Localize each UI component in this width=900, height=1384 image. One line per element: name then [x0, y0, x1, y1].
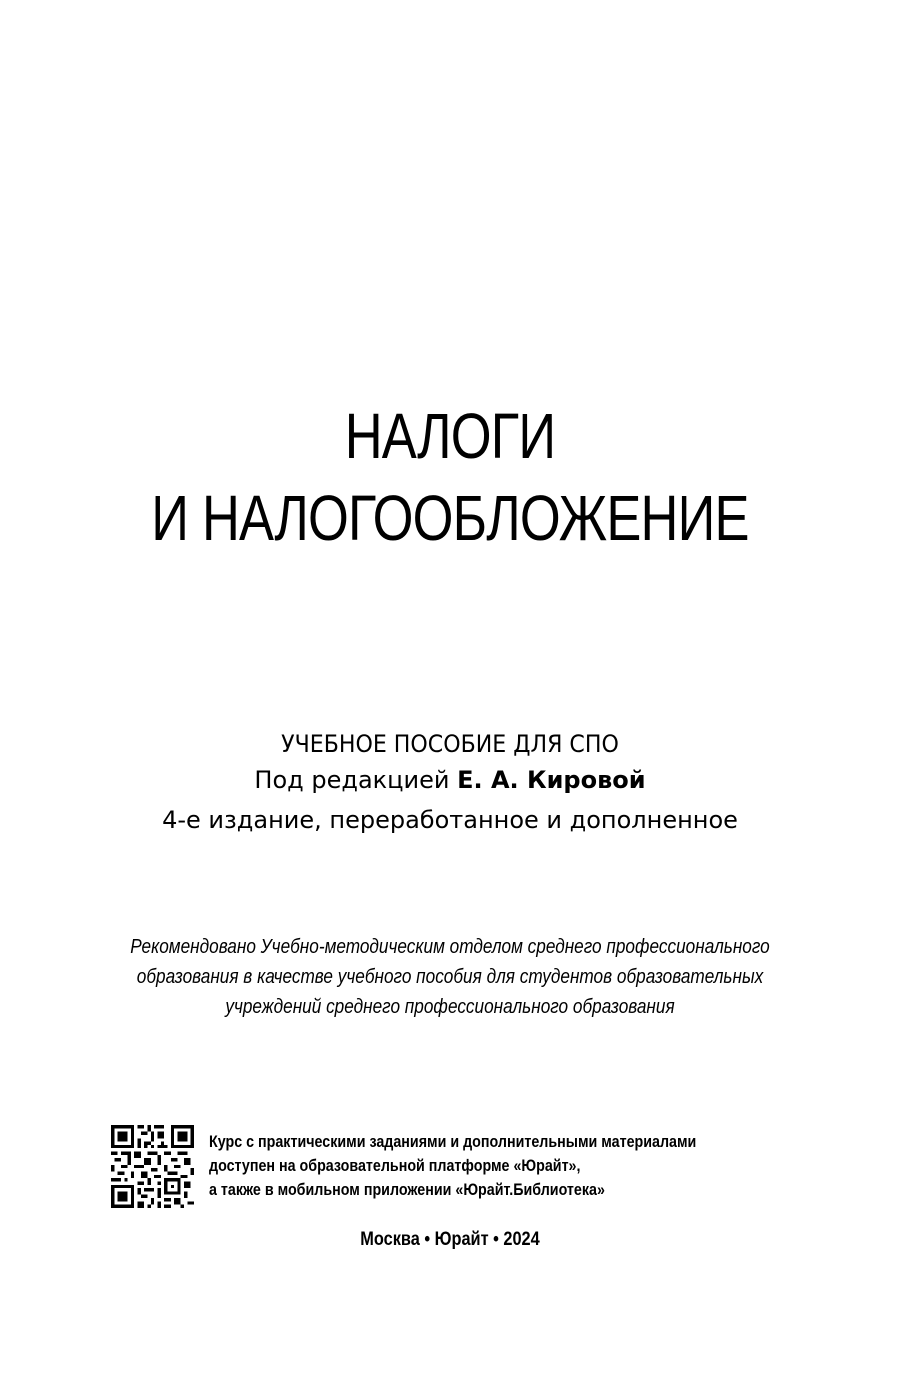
course-info-line-1: Курс с практическими заданиями и дополнительными материалами — [209, 1132, 697, 1151]
publication-type: УЧЕБНОЕ ПОСОБИЕ ДЛЯ СПО — [281, 730, 619, 758]
editor-line — [0, 768, 900, 792]
course-info-line-2: доступен на образовательной платформе «Юрайт», — [209, 1156, 581, 1175]
recommendation-line-3: учреждений среднего профессионального образования — [225, 996, 675, 1018]
recommendation-line-1: Рекомендовано Учебно-методическим отделом среднего профессионального — [130, 936, 770, 958]
course-info-line-3: а также в мобильном приложении «Юрайт.Библиотека» — [209, 1180, 605, 1199]
recommendation-line-2: образования в качестве учебного пособия для студентов образовательных — [136, 966, 764, 988]
book-title-line-2: И НАЛОГООБЛОЖЕНИЕ — [151, 482, 749, 554]
book-title-line-1: НАЛОГИ — [344, 400, 556, 472]
publisher-imprint: Москва • Юрайт • 2024 — [360, 1229, 540, 1250]
editor-name: Е. А. Кировой — [457, 766, 646, 794]
course-info-block — [209, 1130, 789, 1202]
qr-code-icon[interactable] — [111, 1125, 194, 1208]
editor-prefix: Под редакцией — [254, 766, 458, 794]
edition-line: 4-е издание, переработанное и дополненное — [162, 806, 738, 834]
recommendation-block — [0, 932, 900, 1022]
